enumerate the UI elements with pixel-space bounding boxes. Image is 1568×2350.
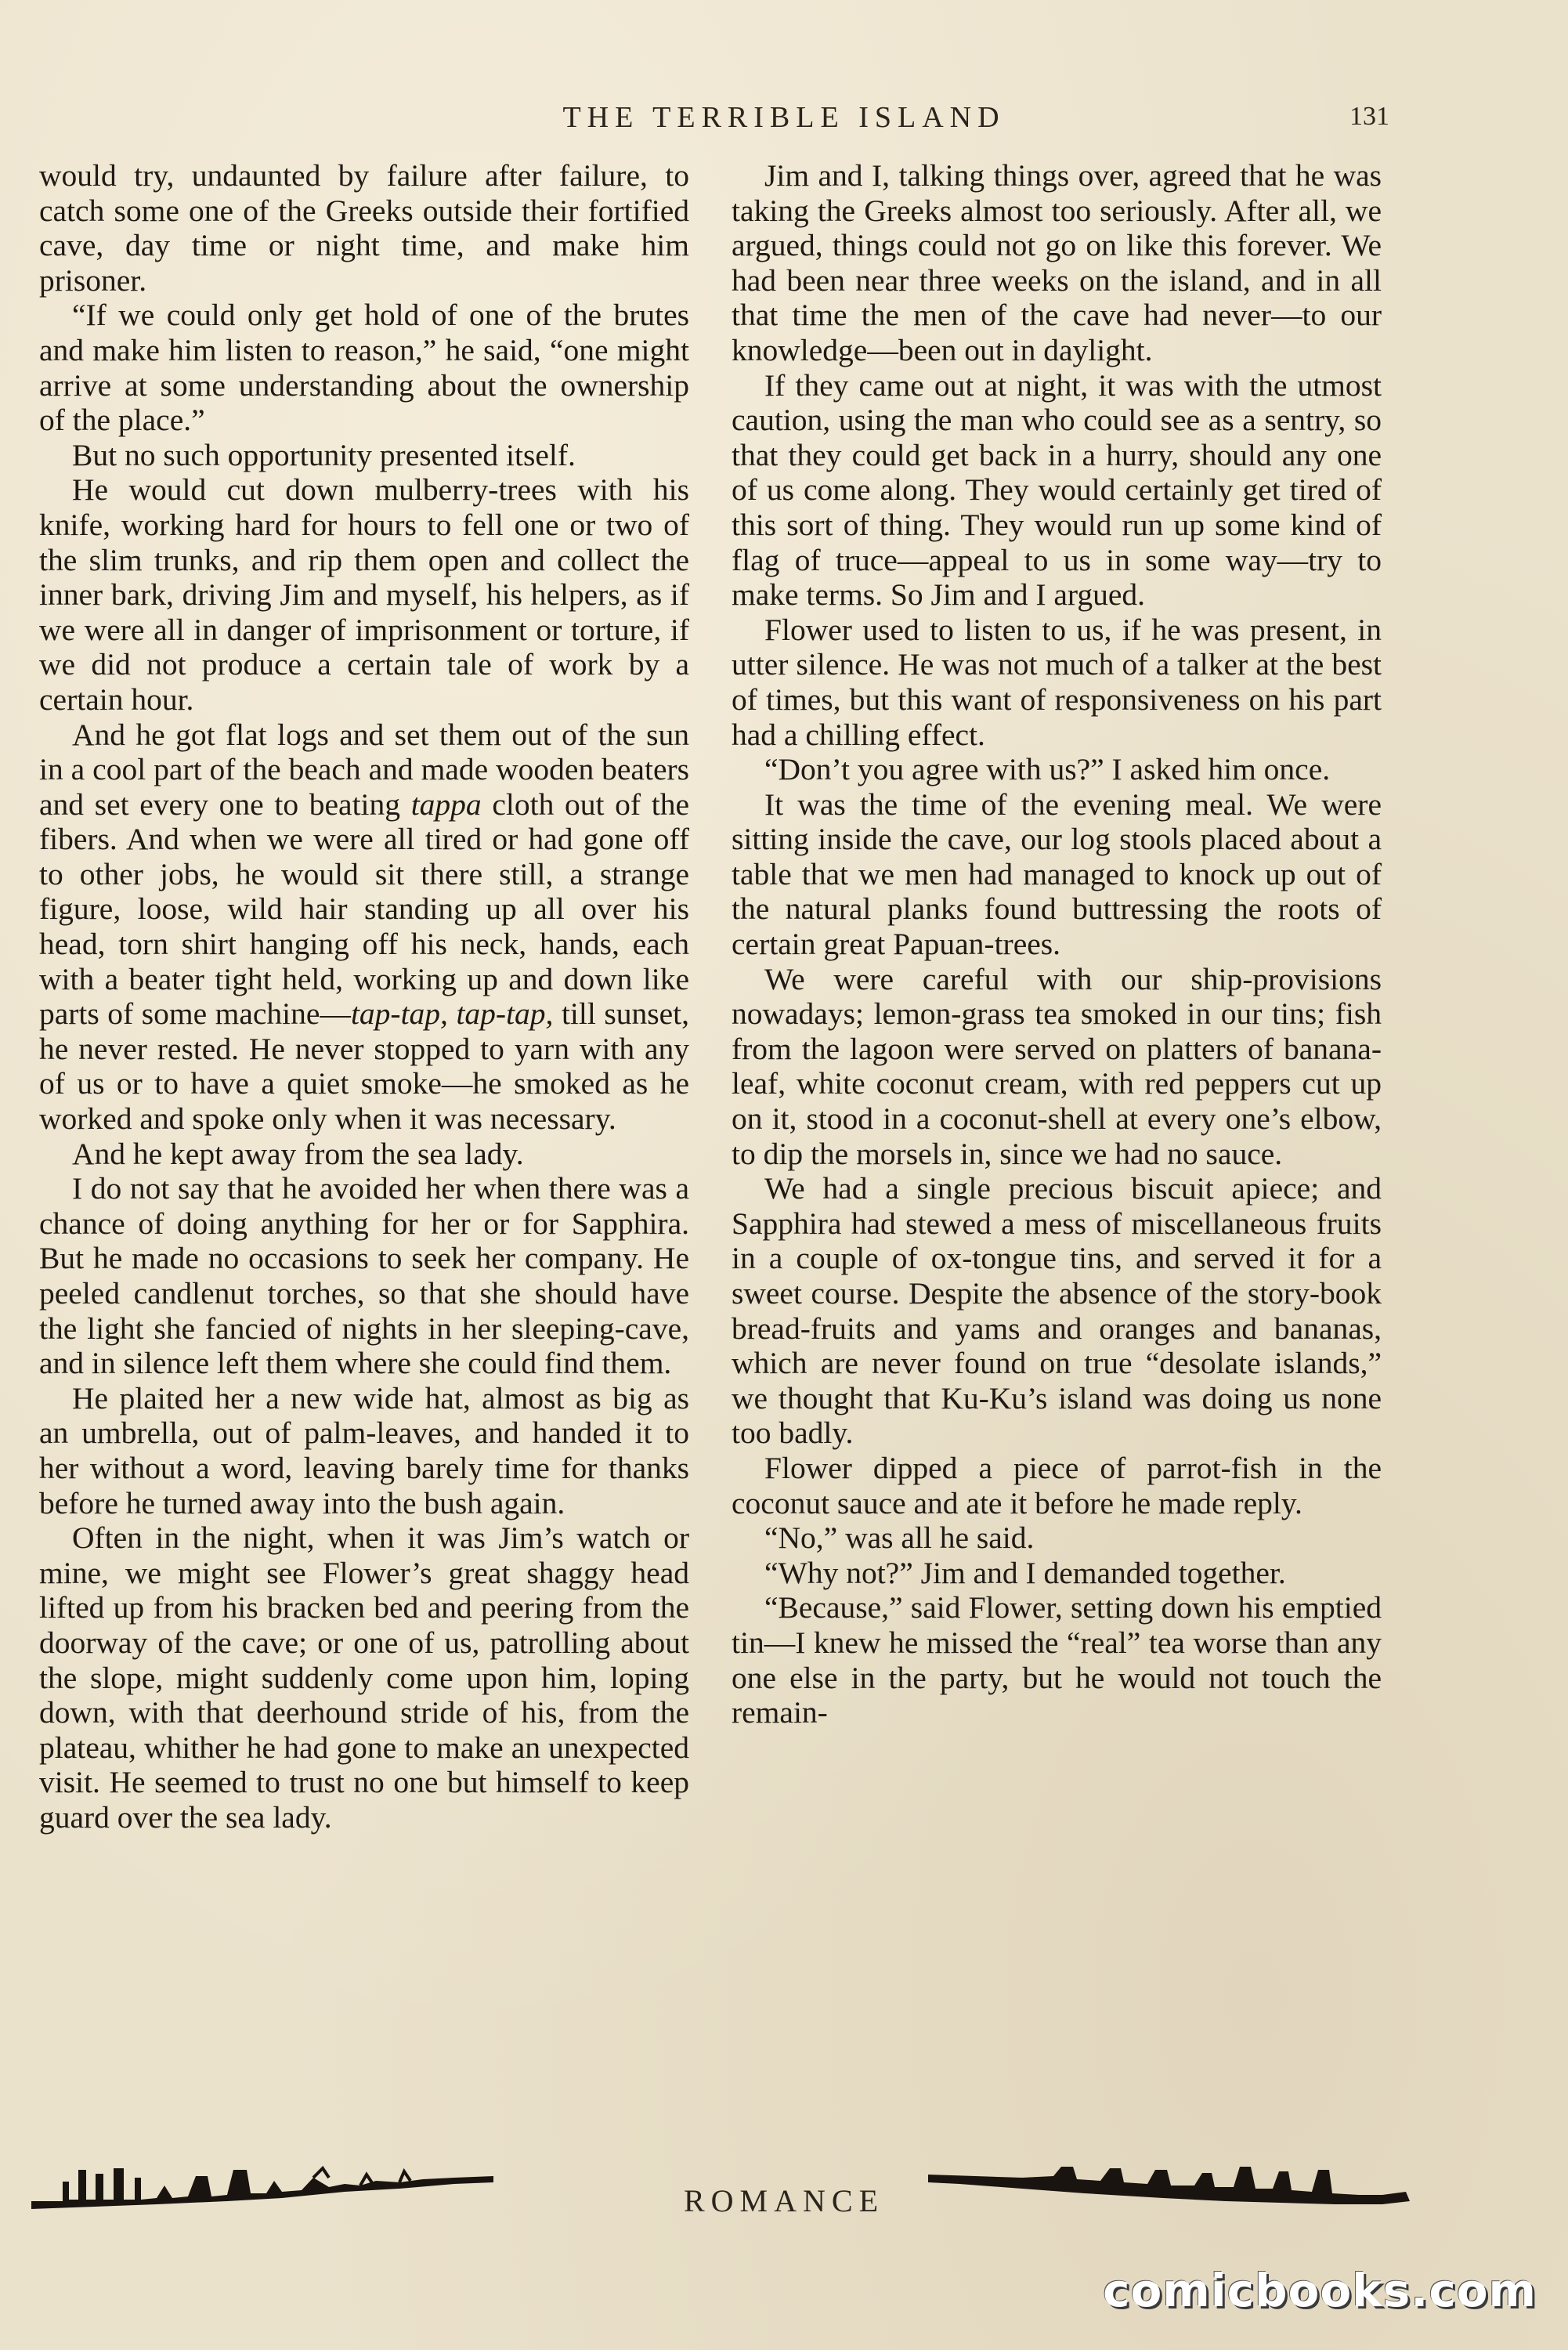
text-run: He would cut down mulberry-trees with his knife, working hard for hours to fell one or two of the slim trunks, and rip them open and collect the inner bark, driving Jim and myself, his helpers, as if we were all in danger of imprisonment or torture, if we did not produce a certain tale of work by a certain hour. xyxy=(39,472,689,717)
paragraph xyxy=(732,368,1382,613)
paragraph xyxy=(39,718,689,1137)
watermark-logo: comicbooks.com xyxy=(1103,2264,1537,2317)
paragraph xyxy=(732,613,1382,752)
paragraph xyxy=(732,752,1382,787)
italic-text: tap-tap, tap-tap, xyxy=(350,996,554,1032)
paragraph xyxy=(732,962,1382,1172)
paragraph xyxy=(732,1556,1382,1591)
text-run: would try, undaunted by failure after failure, to catch some one of the Greeks outside their fortified cave, day time or night time, and make him prisoner. xyxy=(39,158,689,298)
paragraph xyxy=(39,298,689,437)
paragraph xyxy=(732,158,1382,368)
text-run: And he kept away from the sea lady. xyxy=(72,1136,524,1171)
paragraph xyxy=(732,1451,1382,1520)
text-run: Flower dipped a piece of parrot-fish in the coconut sauce and ate it before he made reply. xyxy=(732,1450,1382,1520)
text-run: He plaited her a new wide hat, almost as big as an umbrella, out of palm-leaves, and handed it to her without a word, leaving barely time for thanks before he turned away into the bush again. xyxy=(39,1380,689,1520)
text-run: “Because,” said Flower, setting down his emptied tin—I knew he missed the “real” tea worse than any one else in the party, but he would not touch the remain- xyxy=(732,1590,1382,1730)
paragraph xyxy=(732,1171,1382,1451)
text-run: Jim and I, talking things over, agreed that he was taking the Greeks almost too seriously. After all, we argued, things could not go on like this forever. We had been near three weeks on the island, and in all that time the men of the cave had never—to our knowledge—been out in daylight. xyxy=(732,158,1382,367)
italic-text: tappa xyxy=(410,786,482,822)
text-column-left xyxy=(39,158,689,1835)
paragraph xyxy=(39,158,689,298)
text-run: But no such opportunity presented itself. xyxy=(72,437,576,472)
text-run: It was the time of the evening meal. We were sitting inside the cave, our log stools placed about a table that we men had managed to knock up out of the natural planks found buttressing the roots of certain great Papuan-trees. xyxy=(732,786,1382,962)
text-run: If they came out at night, it was with the utmost caution, using the man who could see as a sentry, so that they could get back in a hurry, should any one of us come along. They would certainly get tired of this sort of thing. They would run up some kind of flag of truce—appeal to us in some way—try to make terms. So Jim and I argued. xyxy=(732,367,1382,613)
paragraph xyxy=(39,1381,689,1520)
text-run: “Don’t you agree with us?” I asked him once. xyxy=(764,752,1331,787)
text-run: We were careful with our ship-provisions nowadays; lemon-grass tea smoked in our tins; fish from the lagoon were served on platters of banana-leaf, white coconut cream, with red peppers cut up on it, stood in a coconut-shell at every one’s elbow, to dip the morsels in, since we had no sauce. xyxy=(732,961,1382,1171)
paragraph xyxy=(39,1520,689,1835)
text-run: “No,” was all he said. xyxy=(764,1520,1035,1556)
text-run: And he got flat logs and set them out of the sun in a cool part of the beach and made wooden beaters and set every one to beating xyxy=(39,717,689,822)
text-run: till sunset, he never rested. He never stopped to yarn with any of us or to have a quiet smoke—he smoked as he worked and spoke only when it was necessary. xyxy=(39,996,689,1137)
page-header xyxy=(0,100,1568,147)
paragraph xyxy=(39,1171,689,1381)
magazine-name: ROMANCE xyxy=(683,2183,885,2218)
text-run: We had a single precious biscuit apiece; and Sapphira had stewed a mess of miscellaneous fruits in a couple of ox-tongue tins, and served it for a sweet course. Despite the absence of the story-book bread-fruits and yams and oranges and bananas, which are never found on true “desolate islands,” we thought that Ku-Ku’s island was doing us none too badly. xyxy=(732,1171,1382,1451)
paragraph xyxy=(39,1137,689,1172)
paragraph xyxy=(732,1590,1382,1730)
text-column-right xyxy=(732,158,1382,1730)
page-number: 131 xyxy=(1349,102,1389,131)
text-run: Flower used to listen to us, if he was present, in utter silence. He was not much of a talker at the best of times, but this want of responsiveness on his part had a chilling effect. xyxy=(732,612,1382,752)
paragraph xyxy=(732,1520,1382,1556)
paragraph xyxy=(39,472,689,717)
text-run: cloth out of the fibers. And when we were all tired or had gone off to other jobs, he would sit there still, a strange figure, loose, wild hair standing up all over his head, torn shirt hanging off his neck, hands, each with a beater tight held, working up and down like parts of some machine— xyxy=(39,786,689,1032)
running-head: THE TERRIBLE ISLAND xyxy=(562,101,1006,134)
paragraph xyxy=(39,438,689,473)
text-run: “If we could only get hold of one of the brutes and make him listen to reason,” he said, “one might arrive at some understanding about the ownership of the place.” xyxy=(39,298,689,438)
paragraph xyxy=(732,787,1382,962)
text-run: I do not say that he avoided her when there was a chance of doing anything for her or for Sapphira. But he made no occasions to seek her company. He peeled candlenut torches, so that she should have the light she fancied of nights in her sleeping-cave, and in silence left them where she could find them. xyxy=(39,1171,689,1381)
text-run: Often in the night, when it was Jim’s watch or mine, we might see Flower’s great shaggy head lifted up from his bracken bed and peering from the doorway of the cave; or one of us, patrolling about the slope, might suddenly come upon him, loping down, with that deerhound stride of his, from the plateau, whither he had gone to make an unexpected visit. He seemed to trust no one but himself to keep guard over the sea lady. xyxy=(39,1520,689,1835)
text-run: “Why not?” Jim and I demanded together. xyxy=(764,1555,1286,1590)
